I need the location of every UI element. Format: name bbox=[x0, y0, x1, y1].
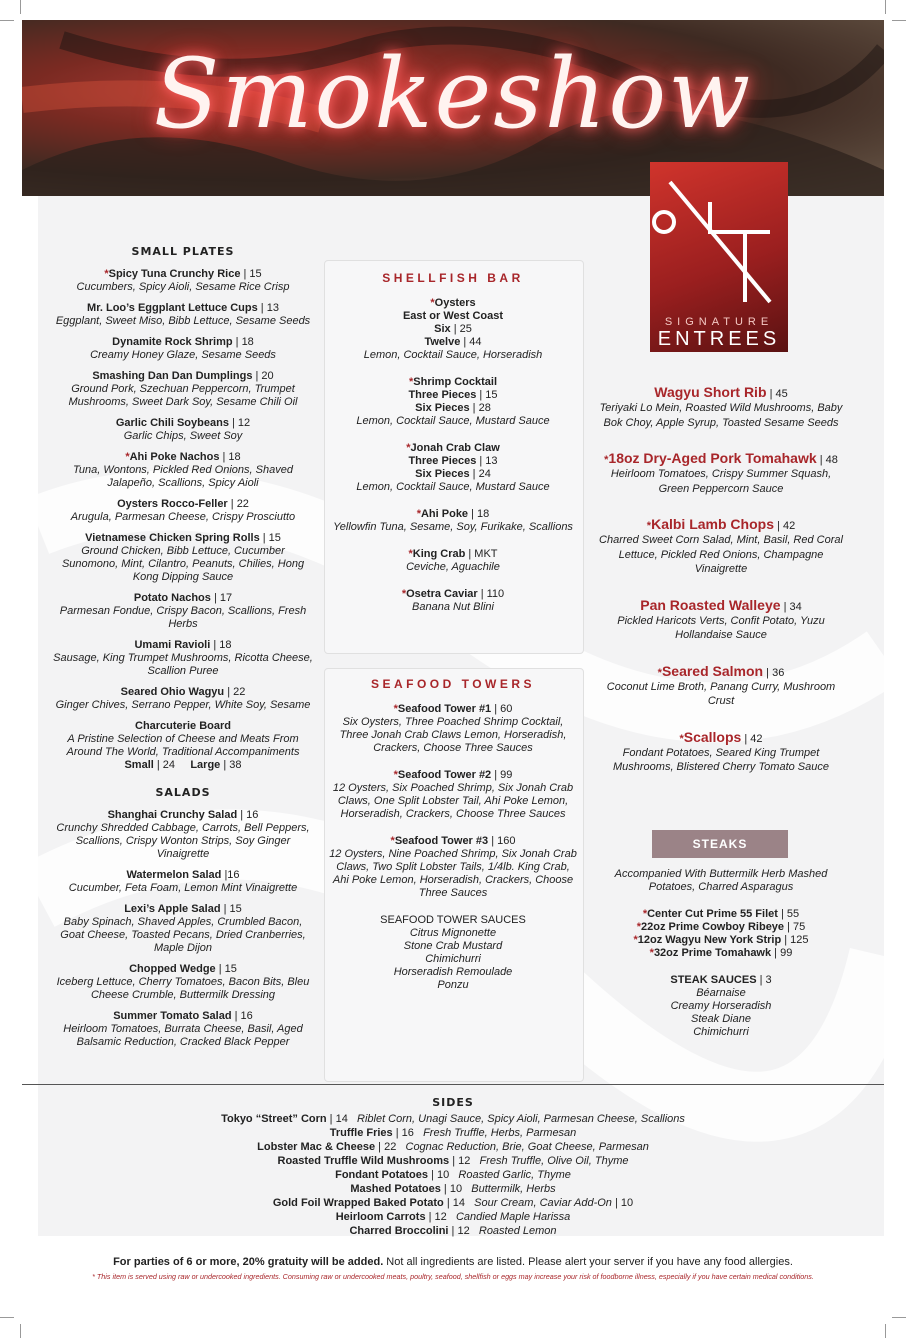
raw-item-star: * bbox=[393, 703, 398, 715]
menu-item bbox=[328, 703, 578, 755]
side-description: Candied Maple Harissa bbox=[455, 1211, 571, 1223]
menu-item bbox=[596, 728, 846, 775]
section-heading-salads: SALADS bbox=[155, 786, 211, 799]
menu-item bbox=[52, 370, 314, 409]
side-name: Lobster Mac & Cheese bbox=[257, 1141, 376, 1153]
item-description: Crunchy Shredded Cabbage, Carrots, Bell Peppers, Scallions, Crispy Wonton Strips, Soy Ginger Vinaigrette bbox=[56, 822, 310, 860]
item-name: Oysters Rocco-Feller bbox=[117, 498, 228, 510]
item-description: 12 Oysters, Nine Poached Shrimp, Six Jonah Crab Claws, Two Split Lobster Tails, 1/4lb. King Crab, Ahi Poke Lemon, Horseradish, Crackers, Choose Three Sauces bbox=[329, 848, 577, 899]
item-description: Ceviche, Aguachile bbox=[406, 561, 500, 573]
side-description: Buttermilk, Herbs bbox=[471, 1183, 556, 1195]
raw-item-star: * bbox=[393, 769, 398, 781]
section-heading-towers: SEAFOOD TOWERS bbox=[370, 677, 536, 691]
menu-item bbox=[328, 548, 578, 574]
side-item bbox=[0, 1182, 906, 1196]
menu-item bbox=[596, 934, 846, 947]
steaks-note: Accompanied With Buttermilk Herb Mashed Potatoes, Charred Asparagus bbox=[614, 868, 828, 893]
menu-item bbox=[596, 596, 846, 643]
item-description: Creamy Honey Glaze, Sesame Seeds bbox=[90, 349, 276, 361]
item-price: | 36 bbox=[763, 666, 785, 679]
item-name: Scallops bbox=[683, 728, 742, 745]
item-name: Center Cut Prime 55 Filet bbox=[647, 908, 778, 920]
crop-mark bbox=[885, 1324, 886, 1338]
item-price: | 15 bbox=[220, 903, 242, 915]
item-price: | 60 bbox=[491, 703, 513, 715]
item-price: | 34 bbox=[780, 600, 802, 613]
item-name: Smashing Dan Dan Dumplings bbox=[92, 370, 253, 382]
side-name: Tokyo “Street” Corn bbox=[221, 1113, 327, 1125]
towers-column bbox=[328, 678, 578, 992]
restaurant-logo: Smokeshow bbox=[153, 38, 753, 150]
item-name: Potato Nachos bbox=[133, 592, 211, 604]
raw-item-star: * bbox=[636, 921, 641, 933]
menu-item bbox=[52, 417, 314, 443]
side-item bbox=[0, 1168, 906, 1182]
item-description: Tuna, Wontons, Pickled Red Onions, Shaved Jalapeño, Scallions, Spicy Aioli bbox=[73, 464, 293, 489]
item-price: | 17 bbox=[210, 592, 233, 604]
raw-item-star: * bbox=[642, 908, 648, 920]
raw-food-disclaimer: * This item is served using raw or undercooked ingredients. Consuming raw or undercooked meats, poultry, seafood, shellfish or eggs may increase your risk of foodborne illness, especially if you have certain medical conditions. bbox=[92, 1272, 814, 1281]
side-name: Fondant Potatoes bbox=[335, 1169, 428, 1181]
left-column bbox=[52, 245, 314, 1057]
item-name: Seared Salmon bbox=[661, 662, 764, 679]
menu-item-shrimp-cocktail: *Shrimp Cocktail Three Pieces | 15 Six Pieces | 28 Lemon, Cocktail Sauce, Mustard Sauce bbox=[356, 376, 550, 427]
side-description: Roasted Lemon bbox=[478, 1225, 557, 1237]
sides-section bbox=[0, 1096, 906, 1238]
side-item bbox=[0, 1224, 906, 1238]
shellfish-column bbox=[328, 272, 578, 628]
item-description: Iceberg Lettuce, Cherry Tomatoes, Bacon Bits, Bleu Cheese Crumble, Buttermilk Dressing bbox=[56, 976, 310, 1001]
menu-item bbox=[52, 302, 314, 328]
item-name: Pan Roasted Walleye bbox=[640, 596, 781, 613]
sauce-item: Creamy Horseradish bbox=[670, 1000, 772, 1012]
item-price: | 22 bbox=[224, 686, 246, 698]
side-price: | 14 bbox=[326, 1113, 348, 1125]
raw-item-star: * bbox=[416, 508, 421, 520]
side-name: Gold Foil Wrapped Baked Potato bbox=[272, 1197, 444, 1209]
item-name: Dynamite Rock Shrimp bbox=[112, 336, 233, 348]
side-price: | 10 bbox=[440, 1183, 463, 1195]
item-name: Ahi Poke Nachos bbox=[129, 451, 220, 463]
item-description: Banana Nut Blini bbox=[412, 601, 494, 613]
sauce-item: Steak Diane bbox=[691, 1013, 751, 1025]
item-price: | 15 bbox=[259, 532, 281, 544]
item-name: Seafood Tower #3 bbox=[394, 835, 489, 847]
item-price: | 45 bbox=[766, 388, 788, 400]
menu-item-jonah-crab: *Jonah Crab Claw Three Pieces | 13 Six Pieces | 24 Lemon, Cocktail Sauce, Mustard Sauce bbox=[356, 442, 550, 493]
item-price: | 48 bbox=[816, 454, 838, 466]
section-heading-small-plates: SMALL PLATES bbox=[131, 245, 235, 258]
sauce-item: Horseradish Remoulade bbox=[393, 966, 513, 978]
side-item bbox=[0, 1126, 906, 1140]
item-price: | 110 bbox=[477, 588, 505, 600]
raw-item-star: * bbox=[679, 732, 684, 745]
crop-mark bbox=[0, 20, 14, 21]
raw-item-star: * bbox=[649, 947, 654, 959]
item-description: Cucumber, Feta Foam, Lemon Mint Vinaigrette bbox=[68, 882, 298, 894]
item-name: Chopped Wedge bbox=[129, 963, 216, 975]
section-heading-sides: SIDES bbox=[432, 1096, 474, 1109]
menu-item bbox=[52, 963, 314, 1002]
item-price: | 15 bbox=[240, 268, 262, 280]
item-description: Ginger Chives, Serrano Pepper, White Soy, Sesame bbox=[55, 699, 311, 711]
crop-mark bbox=[20, 1324, 21, 1338]
menu-item bbox=[52, 336, 314, 362]
side-price: | 12 bbox=[449, 1155, 471, 1167]
item-description: Eggplant, Sweet Miso, Bibb Lettuce, Sesame Seeds bbox=[55, 315, 311, 327]
menu-item bbox=[52, 498, 314, 524]
menu-item bbox=[52, 903, 314, 955]
item-name: Ahi Poke bbox=[420, 508, 469, 520]
divider bbox=[22, 1084, 884, 1085]
crop-mark bbox=[20, 0, 21, 14]
menu-item bbox=[596, 518, 846, 577]
menu-item-charcuterie: Charcuterie Board A Pristine Selection of Cheese and Meats From Around The World, Traditional Accompaniments Small | 24 Large | 38 bbox=[66, 720, 300, 771]
menu-item bbox=[52, 592, 314, 631]
menu-item bbox=[328, 835, 578, 900]
side-item bbox=[0, 1154, 906, 1168]
crop-mark bbox=[892, 20, 906, 21]
side-description: Riblet Corn, Unagi Sauce, Spicy Aioli, Parmesan Cheese, Scallions bbox=[357, 1113, 685, 1125]
item-price: | 13 bbox=[257, 302, 279, 314]
side-price: | 14 bbox=[443, 1197, 465, 1209]
menu-item bbox=[52, 809, 314, 861]
side-name: Heirloom Carrots bbox=[335, 1211, 426, 1223]
item-name: Lexi’s Apple Salad bbox=[124, 903, 221, 915]
side-description: Fresh Truffle, Herbs, Parmesan bbox=[423, 1127, 577, 1139]
sauce-item: Chimichurri bbox=[693, 1026, 749, 1038]
utensil-logo-icon bbox=[650, 162, 788, 312]
side-addon-price: | 10 bbox=[611, 1197, 634, 1209]
item-price: | 22 bbox=[227, 498, 249, 510]
side-price: | 16 bbox=[392, 1127, 414, 1139]
section-heading-shellfish: SHELLFISH BAR bbox=[382, 271, 524, 285]
section-heading-steaks: STEAKS bbox=[652, 830, 788, 858]
side-description: Sour Cream, Caviar Add-On bbox=[474, 1197, 612, 1209]
item-description: 12 Oysters, Six Poached Shrimp, Six Jonah Crab Claws, One Split Lobster Tail, Ahi Poke Lemon, Horseradish, Crackers, Choose Three Sauces bbox=[332, 782, 574, 820]
side-price: | 10 bbox=[428, 1169, 450, 1181]
entrees-column bbox=[596, 386, 846, 797]
item-price: | 125 bbox=[781, 934, 809, 946]
raw-item-star: * bbox=[604, 454, 609, 466]
item-price: | MKT bbox=[465, 548, 498, 560]
item-description: Six Oysters, Three Poached Shrimp Cocktail, Three Jonah Crab Claws Lemon, Horseradish, Crackers, Choose Three Sauces bbox=[339, 716, 567, 754]
gratuity-note: For parties of 6 or more, 20% gratuity will be added. Not all ingredients are listed. Please alert your server if you have any food allergies. bbox=[113, 1256, 793, 1268]
side-item bbox=[0, 1140, 906, 1154]
item-price: | 18 bbox=[232, 336, 254, 348]
menu-item bbox=[52, 451, 314, 490]
item-price: | 15 bbox=[215, 963, 237, 975]
menu-item bbox=[328, 769, 578, 821]
item-price: | 12 bbox=[228, 417, 251, 429]
side-name: Charred Broccolini bbox=[349, 1225, 449, 1237]
menu-item bbox=[596, 908, 846, 921]
item-price: | 18 bbox=[210, 639, 232, 651]
item-name: 32oz Prime Tomahawk bbox=[653, 947, 772, 959]
raw-item-star: * bbox=[408, 548, 413, 560]
item-description: Cucumbers, Spicy Aioli, Sesame Rice Crisp bbox=[76, 281, 290, 293]
steaks-column bbox=[596, 868, 846, 1039]
side-name: Truffle Fries bbox=[329, 1127, 393, 1139]
side-description: Fresh Truffle, Olive Oil, Thyme bbox=[479, 1155, 629, 1167]
side-item bbox=[0, 1112, 906, 1126]
item-name: Vietnamese Chicken Spring Rolls bbox=[85, 532, 260, 544]
menu-item bbox=[328, 508, 578, 534]
tower-sauces: SEAFOOD TOWER SAUCES Citrus Mignonette Stone Crab Mustard Chimichurri Horseradish Remoulade Ponzu bbox=[328, 914, 578, 992]
side-price: | 12 bbox=[425, 1211, 447, 1223]
item-price: | 18 bbox=[219, 451, 241, 463]
sauce-item: Stone Crab Mustard bbox=[403, 940, 503, 952]
item-name: Osetra Caviar bbox=[406, 588, 478, 600]
item-description: Pickled Haricots Verts, Confit Potato, Yuzu Hollandaise Sauce bbox=[617, 614, 825, 641]
menu-item bbox=[596, 452, 846, 496]
menu-item bbox=[52, 639, 314, 678]
item-description: Ground Pork, Szechuan Peppercorn, Trumpet Mushrooms, Sweet Dark Soy, Sesame Chili Oil bbox=[68, 383, 298, 408]
menu-item bbox=[52, 1010, 314, 1049]
menu-item bbox=[52, 686, 314, 712]
item-description: Teriyaki Lo Mein, Roasted Wild Mushrooms, Baby Bok Choy, Apple Syrup, Toasted Sesame Seeds bbox=[599, 402, 843, 429]
item-price: | 75 bbox=[784, 921, 806, 933]
crop-mark bbox=[0, 1317, 14, 1318]
item-description: Fondant Potatoes, Seared King Trumpet Mushrooms, Blistered Cherry Tomato Sauce bbox=[612, 746, 829, 773]
raw-item-star: * bbox=[633, 934, 638, 946]
item-price: | 16 bbox=[231, 1010, 253, 1022]
item-price: | 160 bbox=[488, 835, 516, 847]
side-description: Roasted Garlic, Thyme bbox=[458, 1169, 571, 1181]
item-name: Wagyu Short Rib bbox=[654, 384, 767, 400]
steak-sauces: STEAK SAUCES | 3 Béarnaise Creamy Horseradish Steak Diane Chimichurri bbox=[596, 974, 846, 1039]
sauce-item: Ponzu bbox=[437, 979, 469, 991]
item-price: |16 bbox=[221, 869, 240, 881]
item-price: | 55 bbox=[777, 908, 800, 920]
menu-item bbox=[596, 947, 846, 960]
item-name: 22oz Prime Cowboy Ribeye bbox=[641, 921, 785, 933]
signature-entrees-badge bbox=[650, 162, 788, 352]
item-price: | 16 bbox=[237, 809, 259, 821]
item-description: Sausage, King Trumpet Mushrooms, Ricotta Cheese, Scallion Puree bbox=[53, 652, 313, 677]
item-name: 12oz Wagyu New York Strip bbox=[637, 934, 782, 946]
menu-item bbox=[596, 921, 846, 934]
sauce-item: Chimichurri bbox=[425, 953, 481, 965]
item-price: | 20 bbox=[252, 370, 274, 382]
item-price: | 99 bbox=[771, 947, 793, 959]
item-price: | 42 bbox=[773, 520, 796, 532]
menu-item bbox=[52, 869, 314, 895]
raw-item-star: * bbox=[657, 666, 662, 679]
menu-item bbox=[596, 386, 846, 430]
side-name: Mashed Potatoes bbox=[350, 1183, 441, 1195]
menu-item bbox=[328, 588, 578, 614]
item-name: Shanghai Crunchy Salad bbox=[107, 809, 238, 821]
item-name: Garlic Chili Soybeans bbox=[115, 417, 229, 429]
raw-item-star: * bbox=[646, 520, 652, 532]
raw-item-star: * bbox=[125, 451, 130, 463]
signature-label: SIGNATURE bbox=[664, 316, 774, 328]
item-name: Umami Ravioli bbox=[134, 639, 211, 651]
sauce-item: Béarnaise bbox=[696, 987, 746, 999]
item-name: Seafood Tower #1 bbox=[397, 703, 492, 715]
raw-item-star: * bbox=[390, 835, 395, 847]
item-name: Seafood Tower #2 bbox=[397, 769, 492, 781]
side-price: | 22 bbox=[375, 1141, 397, 1153]
item-description: Coconut Lime Broth, Panang Curry, Mushroom Crust bbox=[606, 680, 836, 707]
item-name: Spicy Tuna Crunchy Rice bbox=[108, 268, 241, 280]
menu-item-oysters: *Oysters East or West Coast Six | 25 Twelve | 44 Lemon, Cocktail Sauce, Horseradish bbox=[363, 297, 543, 361]
item-description: Heirloom Tomatoes, Burrata Cheese, Basil, Aged Balsamic Reduction, Cracked Black Pepper bbox=[63, 1023, 303, 1048]
side-price: | 12 bbox=[448, 1225, 470, 1237]
menu-item bbox=[596, 662, 846, 709]
side-description: Cognac Reduction, Brie, Goat Cheese, Parmesan bbox=[405, 1141, 649, 1153]
sauce-item: Citrus Mignonette bbox=[409, 927, 497, 939]
item-description: Parmesan Fondue, Crispy Bacon, Scallions, Fresh Herbs bbox=[59, 605, 307, 630]
entrees-label: ENTREES bbox=[657, 328, 781, 350]
side-item bbox=[0, 1196, 906, 1210]
item-description: Arugula, Parmesan Cheese, Crispy Prosciutto bbox=[70, 511, 296, 523]
item-name: Mr. Loo’s Eggplant Lettuce Cups bbox=[87, 302, 258, 314]
item-description: Heirloom Tomatoes, Crispy Summer Squash, Green Peppercorn Sauce bbox=[610, 468, 832, 495]
item-price: | 99 bbox=[491, 769, 513, 781]
item-description: Garlic Chips, Sweet Soy bbox=[123, 430, 243, 442]
item-description: Charred Sweet Corn Salad, Mint, Basil, Red Coral Lettuce, Pickled Red Onions, Champagne Vinaigrette bbox=[599, 534, 843, 575]
side-item bbox=[0, 1210, 906, 1224]
item-description: Yellowfin Tuna, Sesame, Soy, Furikake, Scallions bbox=[333, 521, 573, 533]
item-price: | 18 bbox=[468, 508, 490, 520]
item-name: Watermelon Salad bbox=[126, 869, 222, 881]
item-name: Seared Ohio Wagyu bbox=[120, 686, 225, 698]
item-name: 18oz Dry-Aged Pork Tomahawk bbox=[608, 450, 817, 466]
item-name: King Crab bbox=[412, 548, 466, 560]
crop-mark bbox=[885, 0, 886, 14]
item-price: | 42 bbox=[741, 732, 763, 745]
item-description: Ground Chicken, Bibb Lettuce, Cucumber Sunomono, Mint, Cilantro, Peanuts, Chilies, Hong Kong Dipping Sauce bbox=[61, 545, 305, 583]
crop-mark bbox=[892, 1317, 906, 1318]
side-name: Roasted Truffle Wild Mushrooms bbox=[277, 1155, 450, 1167]
menu-item bbox=[52, 268, 314, 294]
raw-item-star: * bbox=[401, 588, 407, 600]
menu-item bbox=[52, 532, 314, 584]
item-description: Baby Spinach, Shaved Apples, Crumbled Bacon, Goat Cheese, Toasted Pecans, Dried Cranberries, Maple Dijon bbox=[60, 916, 306, 954]
item-name: Summer Tomato Salad bbox=[113, 1010, 232, 1022]
item-name: Kalbi Lamb Chops bbox=[651, 516, 774, 532]
raw-item-star: * bbox=[104, 268, 109, 280]
